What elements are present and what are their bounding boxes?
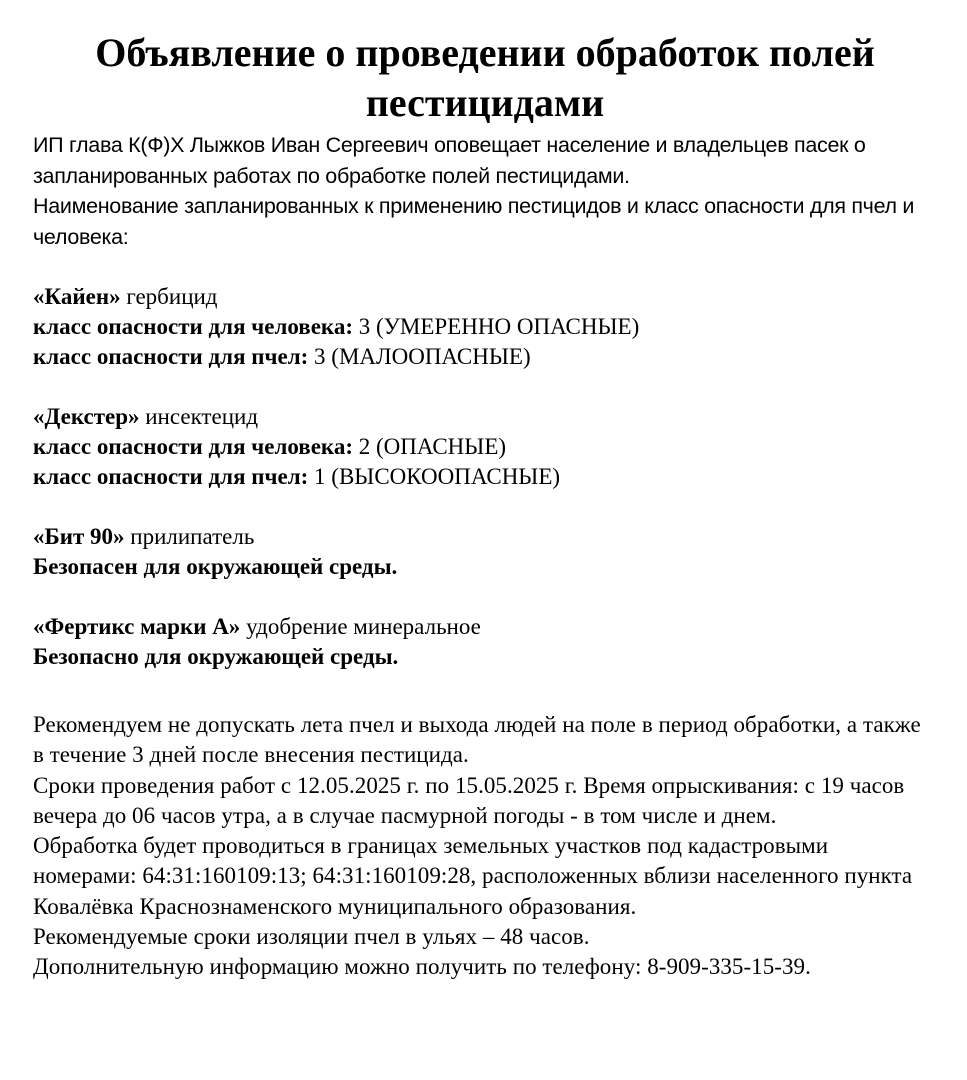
isolation-paragraph: Рекомендуемые сроки изоляции пчел в ульях – 48 часов. <box>33 924 590 950</box>
intro-paragraph: ИП глава К(Ф)Х Лыжков Иван Сергеевич оповещает население и владельцев пасек о запланированных работах по обработке полей пестицидами. <box>33 133 866 188</box>
schedule-paragraph: Сроки проведения работ с 12.05.2025 г. по 15.05.2025 г. Время опрыскивания: с 19 часов вечера до 06 часов утра, а в случае пасмурной погоды - в том числе и днем. <box>33 772 905 828</box>
bees-hazard-label: класс опасности для пчел: <box>33 344 309 369</box>
safety-note <box>33 552 937 582</box>
product-fertiks <box>33 612 937 672</box>
safety-text: Безопасен для окружающей среды. <box>33 554 398 579</box>
product-name: «Кайен» <box>33 284 121 309</box>
intro-list-lead: Наименование запланированных к применению пестицидов и класс опасности для пчел и человека: <box>33 194 915 249</box>
spacer <box>33 582 937 612</box>
spacer <box>33 252 937 282</box>
product-dexter <box>33 402 937 492</box>
product-type: прилипатель <box>124 524 255 549</box>
recommendation-paragraph: Рекомендуем не допускать лета пчел и выхода людей на поле в период обработки, а также в течение 3 дней после внесения пестицида. <box>33 712 921 768</box>
spacer <box>33 672 937 710</box>
product-name: «Бит 90» <box>33 524 125 549</box>
product-bit90 <box>33 522 937 582</box>
human-hazard-label: класс опасности для человека: <box>33 314 353 339</box>
human-hazard-value: 3 (УМЕРЕННО ОПАСНЫЕ) <box>352 314 640 339</box>
product-heading <box>33 522 937 552</box>
bees-hazard-row <box>33 342 937 372</box>
contact-paragraph: Дополнительную информацию можно получить по телефону: 8-909-335-15-39. <box>33 954 811 980</box>
product-type: гербицид <box>120 284 218 309</box>
page-title: Объявление о проведении обработок полей пестицидами <box>95 30 875 125</box>
footer-section <box>33 710 937 983</box>
bees-hazard-label: класс опасности для пчел: <box>33 464 309 489</box>
safety-text: Безопасно для окружающей среды. <box>33 644 399 669</box>
human-hazard-label: класс опасности для человека: <box>33 434 353 459</box>
safety-note <box>33 642 937 672</box>
product-name: «Декстер» <box>33 404 140 429</box>
product-type: инсектецид <box>139 404 259 429</box>
product-heading <box>33 402 937 432</box>
bees-hazard-value: 1 (ВЫСОКООПАСНЫЕ) <box>308 464 561 489</box>
location-paragraph: Обработка будет проводиться в границах земельных участков под кадастровыми номерами: 64:31:160109:13; 64:31:160109:28, расположенных вблизи населенного пункта Ковалёвка Краснознаменского муниципального образования. <box>33 833 913 919</box>
product-name: «Фертикс марки А» <box>33 614 241 639</box>
intro-section <box>33 130 937 252</box>
human-hazard-row <box>33 432 937 462</box>
spacer <box>33 492 937 522</box>
bees-hazard-row <box>33 462 937 492</box>
human-hazard-row <box>33 312 937 342</box>
product-heading <box>33 282 937 312</box>
product-heading <box>33 612 937 642</box>
bees-hazard-value: 3 (МАЛООПАСНЫЕ) <box>308 344 531 369</box>
human-hazard-value: 2 (ОПАСНЫЕ) <box>352 434 507 459</box>
spacer <box>33 372 937 402</box>
product-kayen <box>33 282 937 372</box>
product-type: удобрение минеральное <box>240 614 481 639</box>
